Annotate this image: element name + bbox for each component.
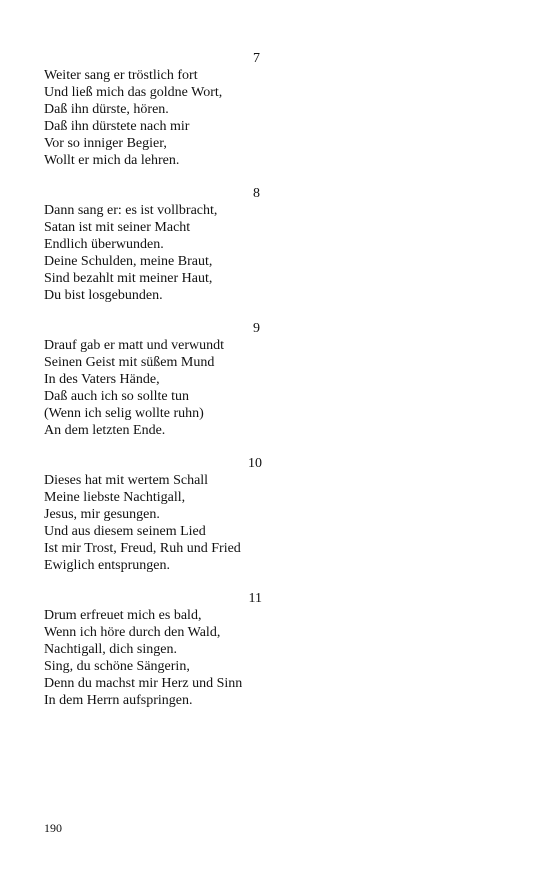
verse-line: Seinen Geist mit süßem Mund xyxy=(44,355,215,370)
verse-line: Ewiglich entsprungen. xyxy=(44,558,170,573)
verse-line: Wollt er mich da lehren. xyxy=(44,153,180,168)
stanza-number: 9 xyxy=(253,321,260,336)
verse-line: Endlich überwunden. xyxy=(44,237,164,252)
verse-line: Weiter sang er tröstlich fort xyxy=(44,68,198,83)
verse-line: Dann sang er: es ist vollbracht, xyxy=(44,203,218,218)
stanza-10 xyxy=(44,455,284,574)
verse-line: Sing, du schöne Sängerin, xyxy=(44,659,190,674)
verse-line: (Wenn ich selig wollte ruhn) xyxy=(44,406,204,421)
verse-line: Nachtigall, dich singen. xyxy=(44,642,177,657)
verse-line: In des Vaters Hände, xyxy=(44,372,160,387)
verse-line: Meine liebste Nachtigall, xyxy=(44,490,186,505)
verse-line: Vor so inniger Begier, xyxy=(44,136,167,151)
verse-line: Daß ihn dürste, hören. xyxy=(44,102,169,117)
verse-line: Und aus diesem seinem Lied xyxy=(44,524,206,539)
poem-body xyxy=(44,50,284,725)
stanza-7 xyxy=(44,50,284,169)
verse-line: Und ließ mich das goldne Wort, xyxy=(44,85,223,100)
stanza-9 xyxy=(44,320,284,439)
verse-line: Wenn ich höre durch den Wald, xyxy=(44,625,221,640)
stanza-number: 7 xyxy=(253,51,260,66)
verse-line: Jesus, mir gesungen. xyxy=(44,507,160,522)
verse-line: Sind bezahlt mit meiner Haut, xyxy=(44,271,213,286)
stanza-number: 11 xyxy=(248,591,262,606)
verse-line: Daß auch ich so sollte tun xyxy=(44,389,190,404)
verse-line: Ist mir Trost, Freud, Ruh und Fried xyxy=(44,541,241,556)
stanza-11 xyxy=(44,590,284,709)
verse-line: Satan ist mit seiner Macht xyxy=(44,220,191,235)
stanza-8 xyxy=(44,185,284,304)
verse-line: Dieses hat mit wertem Schall xyxy=(44,473,209,488)
verse-line: An dem letzten Ende. xyxy=(44,423,166,438)
verse-line: Drauf gab er matt und verwundt xyxy=(44,338,224,353)
verse-line: Daß ihn dürstete nach mir xyxy=(44,119,190,134)
page-number: 190 xyxy=(44,821,62,835)
stanza-number: 10 xyxy=(248,456,262,471)
verse-line: Du bist losgebunden. xyxy=(44,288,163,303)
verse-line: Drum erfreuet mich es bald, xyxy=(44,608,202,623)
verse-line: Denn du machst mir Herz und Sinn xyxy=(44,676,243,691)
stanza-number: 8 xyxy=(253,186,260,201)
verse-line: In dem Herrn aufspringen. xyxy=(44,693,193,708)
verse-line: Deine Schulden, meine Braut, xyxy=(44,254,213,269)
